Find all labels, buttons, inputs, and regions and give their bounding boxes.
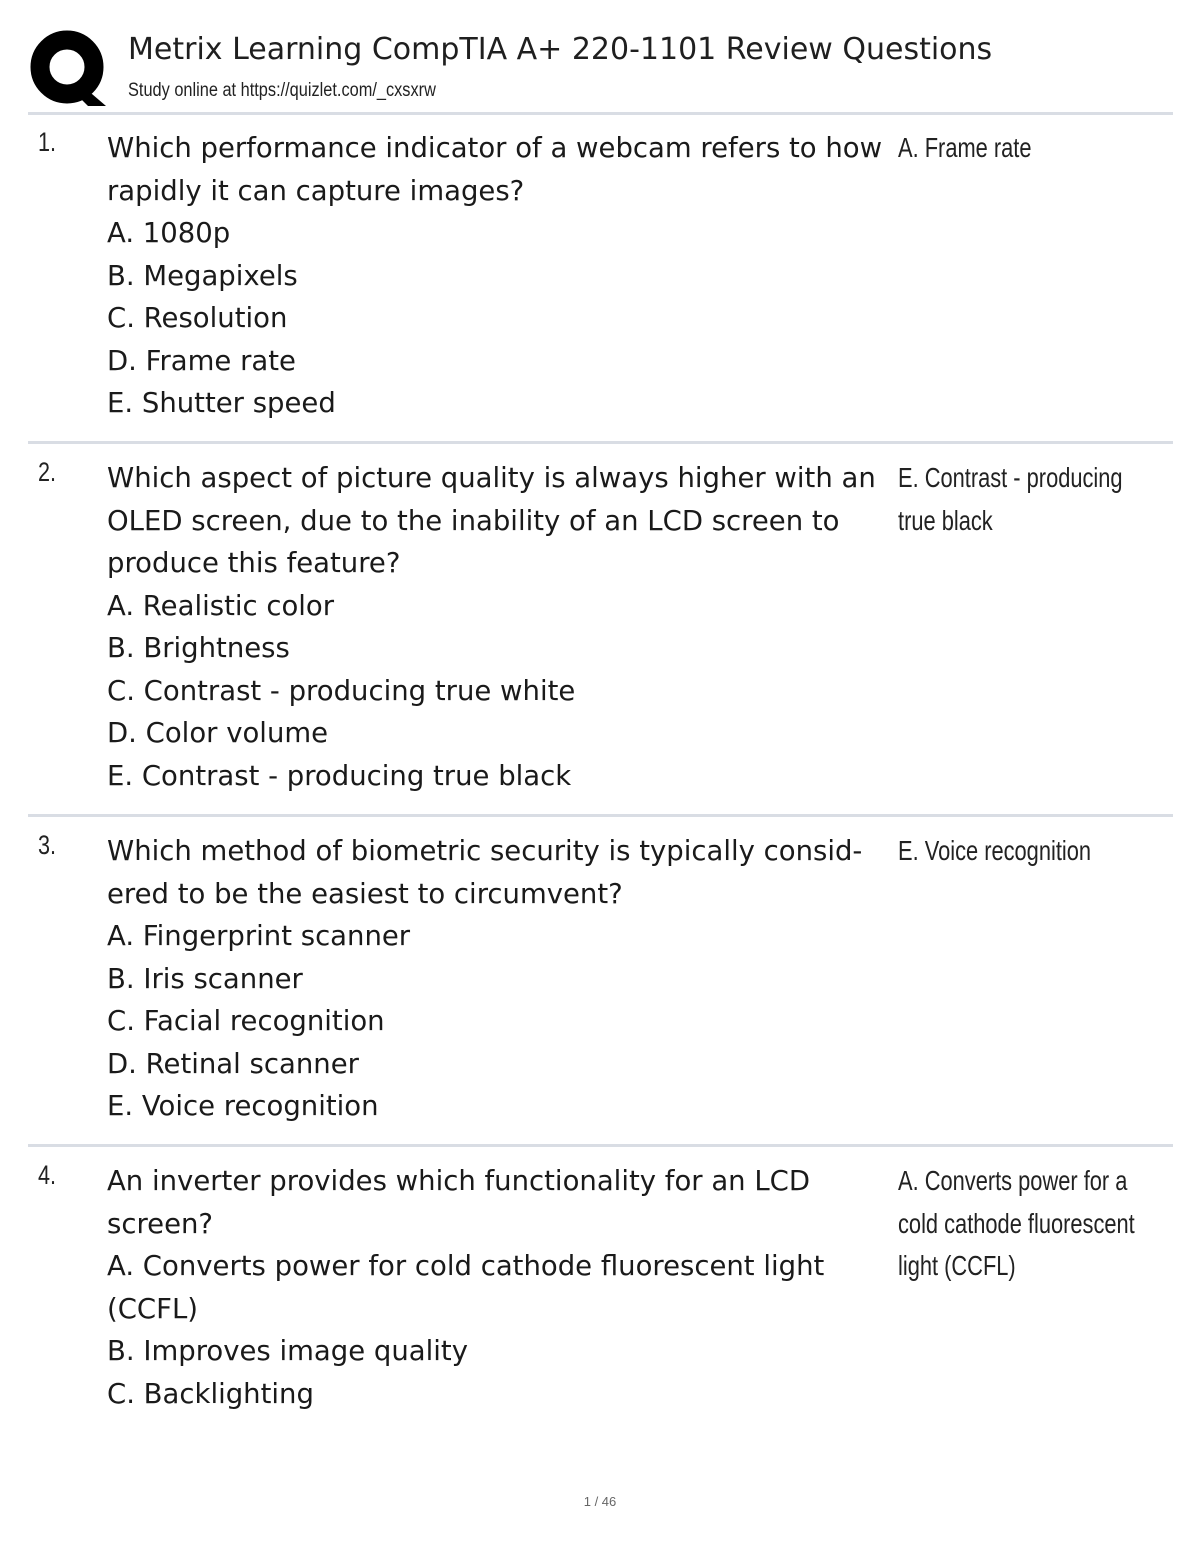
option-b: B. Brightness — [107, 632, 290, 664]
option-c: C. Contrast - producing true white — [107, 674, 576, 707]
question-stem: Which performance indicator of a webcam refers to how rapidly it can capture images? — [107, 132, 883, 207]
question-text — [107, 830, 897, 1128]
divider — [28, 814, 1173, 817]
answer-text: E. Contrast - producing true black — [898, 462, 1123, 536]
option-d: D. Color volume — [107, 717, 329, 749]
page-header — [30, 28, 1173, 112]
option-a: A. Converts power for cold cathode fluorescent light (CCFL) — [107, 1250, 825, 1325]
quizlet-logo-icon — [30, 30, 108, 108]
option-d: D. Retinal scanner — [107, 1047, 359, 1080]
divider — [28, 1144, 1173, 1147]
option-a: A. 1080p — [107, 217, 231, 249]
divider — [28, 441, 1173, 444]
question-number: 3. — [38, 830, 57, 860]
option-e: E. Contrast - producing true black — [107, 759, 572, 792]
page-number: 1 / 46 — [583, 1494, 617, 1509]
question-number: 4. — [38, 1160, 57, 1190]
answer-text: A. Converts power for a cold cathode fluorescent light (CCFL) — [898, 1165, 1135, 1281]
question-stem: An inverter provides which functionality for an LCD screen? — [107, 1165, 811, 1240]
option-e: E. Shutter speed — [107, 387, 336, 419]
option-b: B. Iris scanner — [107, 962, 303, 995]
option-c: C. Backlighting — [107, 1377, 314, 1410]
option-a: A. Fingerprint scanner — [107, 920, 411, 952]
study-link[interactable]: Study online at https://quizlet.com/_cxsxrw — [128, 80, 436, 101]
option-a: A. Realistic color — [107, 589, 335, 622]
question-stem: Which method of biometric security is typically consid-ered to be the easiest to circumvent? — [107, 835, 863, 910]
question-number: 1. — [38, 127, 57, 157]
question-text — [107, 127, 897, 425]
option-d: D. Frame rate — [107, 344, 296, 377]
question-stem: Which aspect of picture quality is always higher with an OLED screen, due to the inability of an LCD screen to produce this feature? — [107, 462, 876, 579]
option-c: C. Facial recognition — [107, 1005, 385, 1037]
option-c: C. Resolution — [107, 302, 288, 334]
option-b: B. Improves image quality — [107, 1335, 468, 1367]
divider — [28, 112, 1173, 115]
option-e: E. Voice recognition — [107, 1090, 379, 1122]
answer-text: E. Voice recognition — [898, 835, 1092, 866]
option-b: B. Megapixels — [107, 259, 298, 292]
page-title: Metrix Learning CompTIA A+ 220-1101 Review Questions — [128, 32, 993, 67]
question-number: 2. — [38, 457, 57, 487]
question-text — [107, 1160, 897, 1415]
answer-text: A. Frame rate — [898, 132, 1032, 163]
question-text — [107, 457, 897, 797]
